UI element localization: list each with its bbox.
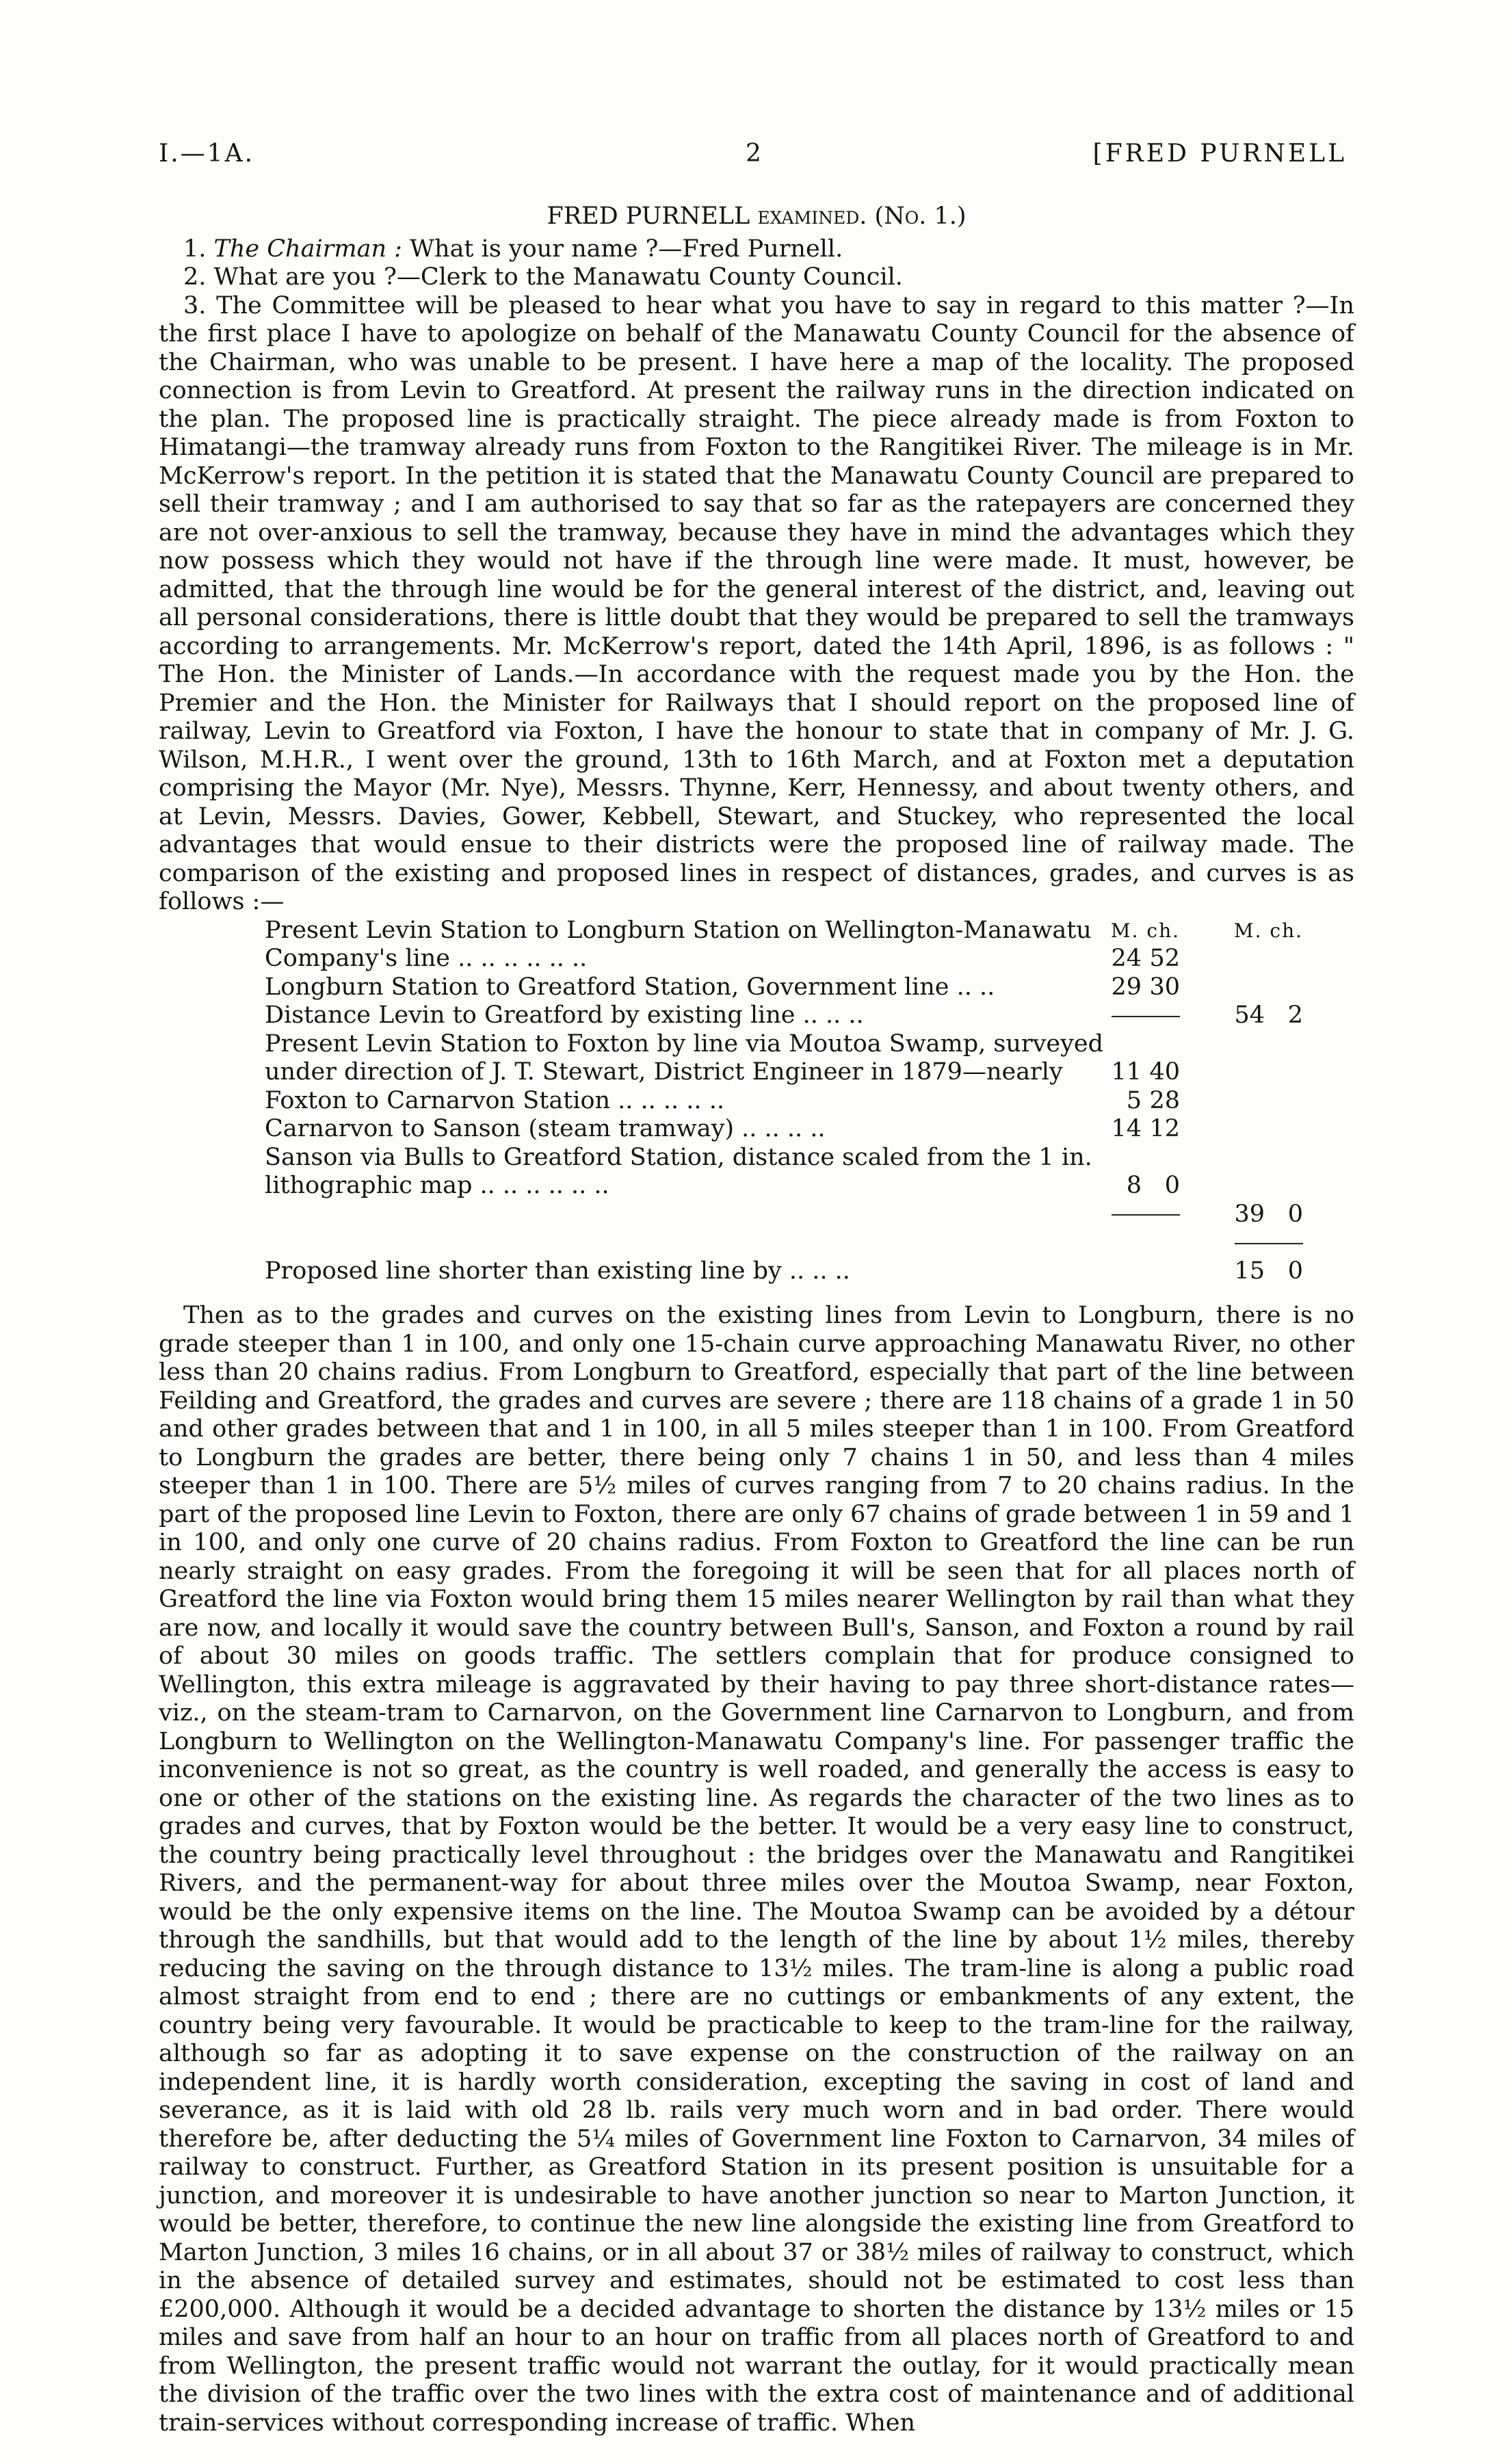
question-number: 2.: [183, 263, 207, 291]
col-header-2: M. ch.: [1233, 919, 1304, 942]
table-row: Present Levin Station to Foxton by line via Moutoa Swamp, surveyed: [265, 1030, 1104, 1058]
page-body: [159, 202, 1354, 2437]
question-2: [159, 263, 1354, 292]
section-title: FRED PURNELL examined. (No. 1.): [547, 202, 967, 230]
distance-table: [265, 917, 1303, 1286]
table-row: under direction of J. T. Stewart, District Engineer in 1879—nearly 11 40: [265, 1058, 1181, 1086]
table-row: Distance Levin to Greatford by existing line .. .. .. 54 2: [265, 1001, 1304, 1029]
question-text: What is your name ?—Fred Purnell.: [410, 235, 843, 263]
col-header-1: M. ch.: [1110, 919, 1181, 942]
table-row: Sanson via Bulls to Greatford Station, distance scaled from the 1 in.: [265, 1143, 1092, 1171]
question-text: What are you ?—Clerk to the Manawatu County Council.: [213, 263, 903, 291]
table-row: Carnarvon to Sanson (steam tramway) .. .. .. .. 14 12: [265, 1115, 1181, 1142]
question-1: [159, 235, 1354, 264]
table-row: lithographic map .. .. .. .. .. .. 8 0: [265, 1172, 1181, 1199]
table-row: Company's line .. .. .. .. .. .. 24 52: [265, 945, 1181, 972]
table-row: Proposed line shorter than existing line by .. .. .. 15 0: [265, 1257, 1304, 1285]
subtotal-rule: [1112, 1016, 1180, 1017]
report-code: I.—1A.: [159, 140, 255, 168]
table-row: Present Levin Station to Longburn Station on Wellington-Manawatu M. ch. M. ch.: [265, 916, 1304, 944]
speaker-label: The Chairman :: [213, 235, 402, 263]
table-row: 39 0: [265, 1201, 1303, 1229]
subtotal-rule: [1112, 1214, 1180, 1216]
running-head: [FRED PURNELL: [1092, 140, 1347, 168]
table-row: Longburn Station to Greatford Station, Government line .. .. 29 30: [265, 973, 1181, 1001]
paragraph-grades: Then as to the grades and curves on the existing lines from Levin to Longburn, there is no grade steeper than 1 in 100, and only one 15-chain curve approaching Manawatu River, no other less than 20 chains radius. From Longburn to Greatford, especially that part of the line between Feilding and Greatford, the grades and curves are severe ; there are 118 chains of a grade 1 in 50 and other grades between that and 1 in 100, in all 5 miles steeper than 1 in 100. From Greatford to Longburn the grades are better, there being only 7 chains 1 in 50, and less than 4 miles steeper than 1 in 100. There are 5½ miles of curves ranging from 7 to 20 chains radius. In the part of the proposed line Levin to Foxton, there are only 67 chains of grade between 1 in 59 and 1 in 100, and only one curve of 20 chains radius. From Foxton to Greatford the line can be run nearly straight on easy grades. From the foregoing it will be seen that for all places north of Greatford the line via Foxton would bring them 15 miles nearer Wellington by rail than what they are now, and locally it would save the country between Bull's, Sanson, and Foxton a round by rail of about 30 miles on goods traffic. The settlers complain that for produce consigned to Wellington, this extra mileage is aggravated by their having to pay three short-distance rates—viz., on the steam-tram to Carnarvon, on the Government line Carnarvon to Longburn, and from Longburn to Wellington on the Wellington-Manawatu Company's line. For passenger traffic the inconvenience is not so great, as the country is well roaded, and generally the access is easy to one or other of the stations on the existing line. As regards the character of the two lines as to grades and curves, that by Foxton would be the better. It would be a very easy line to construct, the country being practically level throughout : the bridges over the Manawatu and Rangitikei Rivers, and the permanent-way for about three miles over the Moutoa Swamp, near Foxton, would be the only expensive items on the line. The Moutoa Swamp can be avoided by a détour through the sandhills, but that would add to the length of the line by about 1½ miles, thereby reducing the saving on the through distance to 13½ miles. The tram-line is along a public road almost straight from end to end ; there are no cuttings or embankments of any extent, the country being very favourable. It would be practicable to keep to the tram-line for the railway, although so far as adopting it to save expense on the construction of the railway on an independent line, it is hardly worth consideration, excepting the saving in cost of land and severance, as it is laid with old 28 lb. rails very much worn and in bad order. There would therefore be, after deducting the 5¼ miles of Government line Foxton to Carnarvon, 34 miles of railway to construct. Further, as Greatford Station in its present position is unsuitable for a junction, and moreover it is undesirable to have another junction so near to Marton Junction, it would be better, therefore, to continue the new line alongside the existing line from Greatford to Marton Junction, 3 miles 16 chains, or in all about 37 or 38½ miles of railway to construct, which in the absence of detailed survey and estimates, should not be estimated to cost less than £200,000. Although it would be a decided advantage to shorten the distance by 13½ miles or 15 miles and save from half an hour to an hour on traffic from all places north of Greatford to and from Wellington, the present traffic would not warrant the outlay, for it would practically mean the division of the traffic over the two lines with the extra cost of maintenance and of additional train-services without corresponding increase of traffic. When: [159, 1302, 1354, 2437]
table-row: [265, 1229, 1303, 1257]
table-row: Foxton to Carnarvon Station .. .. .. .. .. 5 28: [265, 1086, 1181, 1114]
total-rule: [1235, 1243, 1303, 1244]
answer-paragraph-3: 3. The Committee will be pleased to hear what you have to say in regard to this matter ?—In the first place I have to apologize on behalf of the Manawatu County Council for the absence of the Chairman, who was unable to be present. I have here a map of the locality. The proposed connection is from Levin to Greatford. At present the railway runs in the direction indicated on the plan. The proposed line is practically straight. The piece already made is from Foxton to Himatangi—the tramway already runs from Foxton to the Rangitikei River. The mileage is in Mr. McKerrow's report. In the petition it is stated that the Manawatu County Council are prepared to sell their tramway ; and I am authorised to say that so far as the ratepayers are concerned they are not over-anxious to sell the tramway, because they have in mind the advantages which they now possess which they would not have if the through line were made. It must, however, be admitted, that the through line would be for the general interest of the district, and, leaving out all personal considerations, there is little doubt that they would be prepared to sell the tramways according to arrangements. Mr. McKerrow's report, dated the 14th April, 1896, is as follows : " The Hon. the Minister of Lands.—In accordance with the request made you by the Hon. the Premier and the Hon. the Minister for Railways that I should report on the proposed line of railway, Levin to Greatford via Foxton, I have the honour to state that in company of Mr. J. G. Wilson, M.H.R., I went over the ground, 13th to 16th March, and at Foxton met a deputation comprising the Mayor (Mr. Nye), Messrs. Thynne, Kerr, Hennessy, and about twenty others, and at Levin, Messrs. Davies, Gower, Kebbell, Stewart, and Stuckey, who represented the local advantages that would ensue to their districts were the proposed line of railway made. The comparison of the existing and proposed lines in respect of distances, grades, and curves is as follows :—: [159, 291, 1354, 915]
page-number: 2: [746, 140, 763, 168]
question-number: 1.: [183, 235, 207, 263]
